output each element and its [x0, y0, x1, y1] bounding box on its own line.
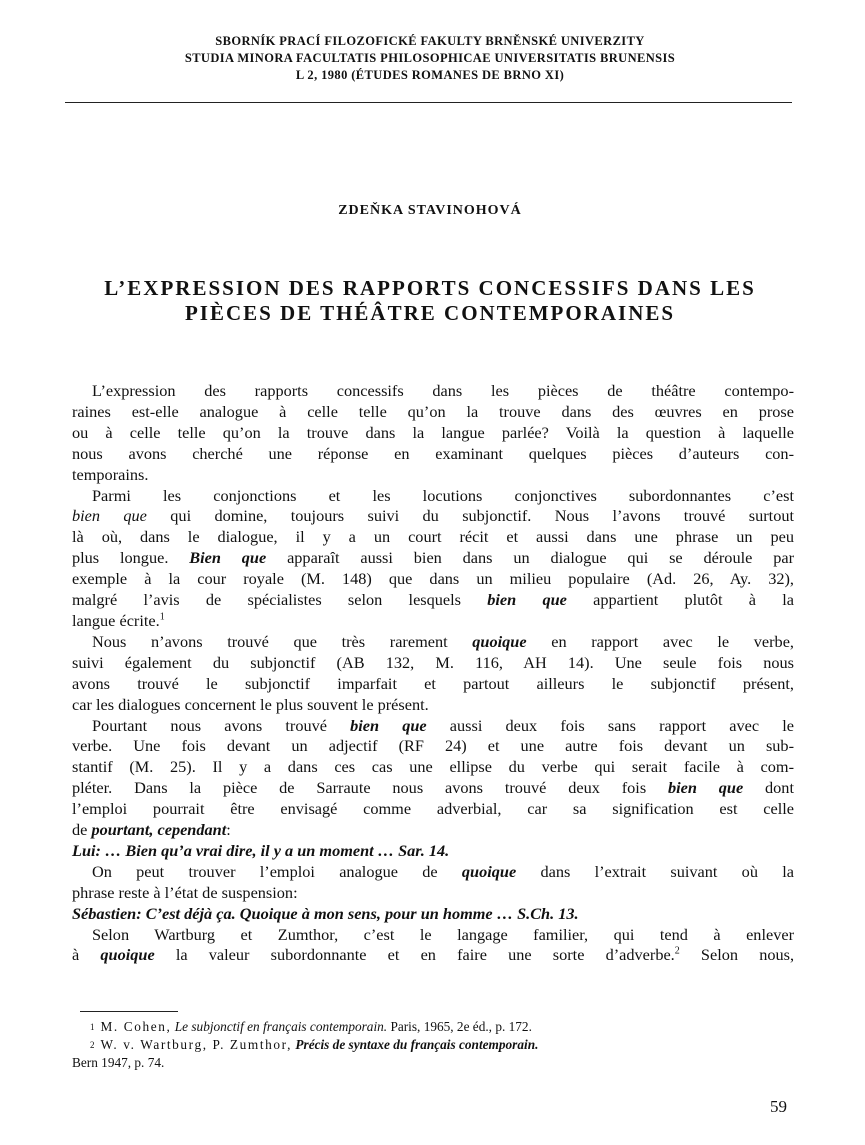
footnote-ref-2[interactable]: 2 — [674, 946, 680, 958]
page-number: 59 — [770, 1097, 787, 1116]
footnotes — [72, 1018, 794, 1072]
body-line — [72, 611, 794, 632]
body-text: pléter. Dans la pièce de Sarraute nous avons trouvé deux fois — [72, 778, 668, 798]
body-line: raines est-elle analogue à celle telle qu’on la trouve dans des œuvres en prose — [72, 401, 794, 421]
footnote-author: W. v. Wartburg, P. Zumthor, — [100, 1037, 293, 1052]
body-line: temporains. — [72, 464, 149, 484]
emphasis: pourtant, cependant — [91, 820, 227, 840]
emphasis: bien que — [667, 778, 744, 798]
journal-header — [65, 33, 795, 84]
body-text: de — [72, 820, 92, 840]
emphasis: bien que — [72, 506, 147, 526]
footnote-title: Le subjonctif en français contemporain. — [174, 1019, 388, 1034]
body-text: à — [72, 945, 101, 965]
footnote-number: 2 — [90, 1040, 95, 1050]
body-text: langue écrite. — [72, 610, 160, 630]
body-line: phrase reste à l’état de suspension: — [72, 882, 298, 902]
footnote-number: 1 — [90, 1022, 95, 1032]
article-title — [65, 276, 795, 326]
body-line — [72, 945, 794, 966]
author-name: ZDEŇKA STAVINOHOVÁ — [338, 203, 522, 218]
quotation: Lui: … Bien qu’a vrai dire, il y a un moment … Sar. 14. — [72, 840, 450, 860]
body-text: apparaît aussi bien dans un dialogue qui se déroule par — [266, 548, 794, 568]
body-line — [72, 632, 794, 653]
body-line: suivi également du subjonctif (AB 132, M. 116, AH 14). Une seule fois nous — [72, 652, 794, 672]
header-line-1: SBORNÍK PRACÍ FILOZOFICKÉ FAKULTY BRNĚNSKÉ UNIVERZITY — [215, 34, 645, 48]
body-line — [72, 548, 794, 569]
footnote-1 — [72, 1018, 794, 1036]
body-text: qui domine, toujours suivi du subjonctif. Nous l’avons trouvé surtout — [146, 506, 795, 526]
footnote-divider — [80, 1011, 178, 1012]
body-text: plus longue. — [72, 548, 190, 568]
body-text: Pourtant nous avons trouvé — [92, 715, 351, 735]
body-text: dont — [743, 778, 794, 798]
body-text: malgré l’avis de spécialistes selon lesquels — [72, 590, 488, 610]
header-line-3: L 2, 1980 (ÉTUDES ROMANES DE BRNO XI) — [295, 68, 565, 82]
body-line: Parmi les conjonctions et les locutions conjonctives subordonnantes c’est — [92, 485, 794, 505]
body-text: : — [226, 820, 231, 840]
body-text: aussi deux fois sans rapport avec le — [426, 715, 794, 735]
emphasis: quoique — [100, 945, 155, 965]
body-text: appartient plutôt à la — [566, 590, 794, 610]
body-text: Selon nous, — [679, 945, 795, 965]
body-text: dans l’extrait suivant où la — [516, 861, 794, 881]
body-line: verbe. Une fois devant un adjectif (RF 24) et une autre fois devant un sub- — [72, 736, 794, 756]
body-line: l’emploi pourrait être envisagé comme adverbial, car sa signification est celle — [72, 799, 794, 819]
title-line-1: L’EXPRESSION DES RAPPORTS CONCESSIFS DANS LES — [104, 276, 756, 300]
body-line: L’expression des rapports concessifs dans les pièces de théâtre contempo- — [92, 381, 794, 400]
body-line: là où, dans le dialogue, il y a un court récit et aussi dans une phrase un peu — [72, 527, 794, 547]
header-divider — [65, 102, 792, 103]
body-line — [72, 862, 794, 883]
quotation: Sébastien: C’est déjà ça. Quoique à mon sens, pour un homme … S.Ch. 13. — [72, 903, 579, 923]
body-line — [72, 778, 794, 799]
body-line — [72, 820, 794, 841]
footnote-author: M. Cohen, — [100, 1019, 172, 1034]
body-text: Nous n’avons trouvé que très rarement — [92, 631, 473, 651]
emphasis: quoique — [461, 861, 517, 881]
body-line — [72, 506, 794, 527]
footnote-ref-1[interactable]: 1 — [159, 611, 165, 623]
footnote-2 — [72, 1036, 794, 1054]
body-line: stantif (M. 25). Il y a dans ces cas une ellipse du verbe qui serait facile à com- — [72, 757, 794, 777]
body-line — [72, 590, 794, 611]
body-line: exemple à la cour royale (M. 148) que dans un milieu populaire (Ad. 26, Ay. 32), — [72, 569, 794, 589]
body-line: Selon Wartburg et Zumthor, c’est le langage familier, qui tend à enlever — [92, 924, 794, 944]
body-text: en rapport avec le verbe, — [526, 631, 794, 651]
footnote-2-continued: Bern 1947, p. 74. — [72, 1055, 165, 1070]
body-text: la valeur subordonnante et en faire une sorte d’adverbe. — [154, 945, 675, 965]
body-line: ou à celle telle qu’on la trouve dans la langue parlée? Voilà la question à laquelle — [72, 422, 794, 442]
emphasis: bien que — [350, 715, 427, 735]
body-line: nous avons cherché une réponse en examinant quelques pièces d’auteurs con- — [72, 443, 794, 463]
emphasis: quoique — [472, 631, 527, 651]
emphasis: bien que — [487, 590, 567, 610]
header-line-2: STUDIA MINORA FACULTATIS PHILOSOPHICAE UNIVERSITATIS BRUNENSIS — [184, 51, 676, 65]
body-line — [72, 716, 794, 737]
article-body — [72, 381, 794, 966]
footnote-text: Paris, 1965, 2e éd., p. 172. — [387, 1019, 532, 1034]
title-line-2: PIÈCES DE THÉÂTRE CONTEMPORAINES — [184, 301, 676, 325]
body-line: avons trouvé le subjonctif imparfait et partout ailleurs le subjonctif présent, — [72, 673, 794, 693]
body-text: On peut trouver l’emploi analogue de — [92, 861, 462, 881]
body-line: car les dialogues concernent le plus souvent le présent. — [72, 694, 429, 714]
footnote-title: Précis de syntaxe du français contemporain. — [295, 1037, 539, 1052]
emphasis: Bien que — [189, 548, 267, 568]
